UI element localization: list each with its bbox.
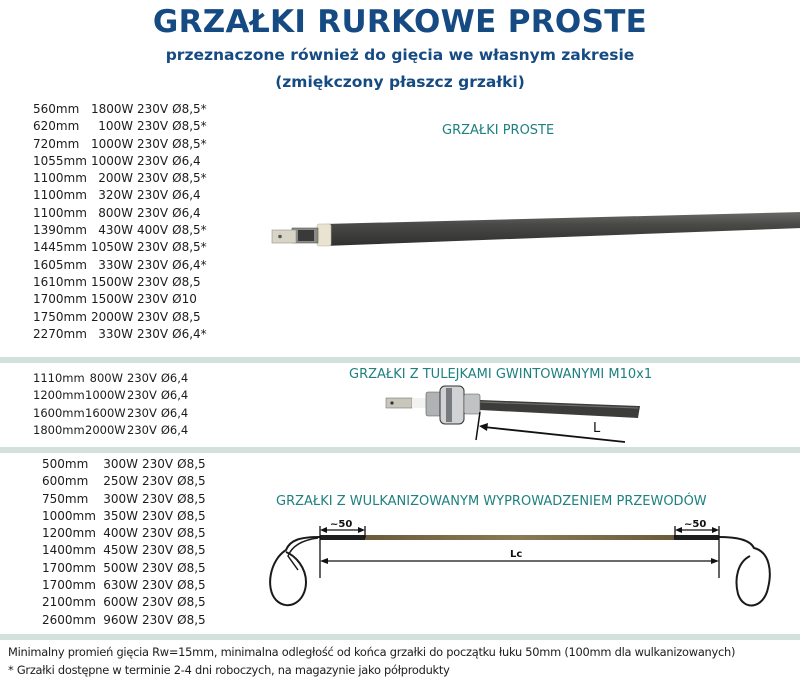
spec-row — [33, 309, 207, 326]
spec-diameter: Ø8,5* — [172, 240, 207, 255]
spec-length: 1100mm — [33, 205, 87, 220]
spec-list-threaded — [33, 370, 188, 439]
spec-power: 2000W — [91, 309, 134, 324]
spec-power: 400W — [103, 526, 138, 541]
spec-diameter: Ø8,5 — [177, 560, 206, 575]
spec-row — [33, 326, 207, 343]
spec-power: 1600W — [85, 405, 126, 420]
spec-row — [33, 118, 207, 135]
threaded-heater-image — [380, 384, 640, 446]
spec-power: 800W — [98, 205, 133, 220]
section-label-vulcanized: GRZAŁKI Z WULKANIZOWANYM WYPROWADZENIEM PRZEWODÓW — [276, 494, 707, 509]
footer-note-availability: * Grzałki dostępne w terminie 2-4 dni roboczych, na magazynie jako półprodukty — [8, 663, 450, 677]
spec-length: 720mm — [33, 136, 80, 151]
spec-power: 1050W — [91, 240, 134, 255]
spec-row — [33, 153, 207, 170]
spec-length: 1700mm — [42, 578, 96, 593]
spec-voltage: 400V — [137, 223, 169, 238]
footer-note-bending: Minimalny promień gięcia Rw=15mm, minimalna odległość od końca grzałki do początku łuku 50mm (100mm dla wulkanizowanych) — [8, 645, 736, 659]
spec-voltage: 230V — [137, 188, 169, 203]
spec-length: 1200mm — [42, 526, 96, 541]
spec-power: 330W — [98, 326, 133, 341]
spec-row — [42, 473, 206, 490]
spec-length: 1700mm — [42, 560, 96, 575]
spec-row — [42, 491, 206, 508]
spec-voltage: 230V — [137, 136, 169, 151]
spec-power: 430W — [98, 223, 133, 238]
spec-length: 600mm — [42, 474, 89, 489]
spec-diameter: Ø6,4 — [160, 422, 189, 437]
spec-voltage: 230V — [142, 491, 174, 506]
spec-voltage: 230V — [127, 405, 157, 420]
spec-list-vulcanized — [42, 456, 206, 629]
spec-row — [42, 577, 206, 594]
spec-row — [33, 257, 207, 274]
spec-voltage: 230V — [137, 326, 169, 341]
spec-voltage: 230V — [137, 153, 169, 168]
spec-diameter: Ø8,5* — [172, 171, 207, 186]
spec-power: 350W — [103, 508, 138, 523]
spec-diameter: Ø8,5 — [177, 526, 206, 541]
spec-length: 1100mm — [33, 188, 87, 203]
spec-diameter: Ø8,5* — [172, 119, 207, 134]
spec-row — [33, 387, 188, 404]
spec-length: 1100mm — [33, 171, 87, 186]
dimension-label-right: ~50 — [684, 519, 707, 530]
spec-length: 1200mm — [33, 388, 85, 403]
spec-voltage: 230V — [142, 474, 174, 489]
spec-row — [33, 274, 207, 291]
spec-length: 1700mm — [33, 292, 87, 307]
spec-row — [42, 612, 206, 629]
spec-diameter: Ø6,4* — [172, 257, 207, 272]
spec-diameter: Ø8,5* — [172, 223, 207, 238]
spec-length: 750mm — [42, 491, 89, 506]
spec-voltage: 230V — [127, 388, 157, 403]
spec-length: 1605mm — [33, 257, 87, 272]
spec-voltage: 230V — [137, 257, 169, 272]
spec-length: 2600mm — [42, 612, 96, 627]
spec-row — [42, 456, 206, 473]
spec-diameter: Ø8,5 — [177, 457, 206, 471]
spec-diameter: Ø8,5 — [172, 274, 201, 289]
spec-voltage: 230V — [142, 560, 174, 575]
spec-power: 1500W — [91, 292, 134, 307]
spec-row — [33, 187, 207, 204]
spec-length: 1800mm — [33, 422, 85, 437]
spec-row — [33, 239, 207, 256]
section-separator — [0, 447, 800, 453]
spec-power: 1000W — [91, 136, 134, 151]
spec-diameter: Ø6,4 — [172, 188, 201, 203]
spec-power: 800W — [89, 371, 123, 385]
spec-length: 1600mm — [33, 405, 85, 420]
spec-diameter: Ø6,4 — [160, 371, 189, 385]
spec-voltage: 230V — [142, 508, 174, 523]
spec-voltage: 230V — [137, 102, 169, 116]
spec-diameter: Ø8,5 — [177, 595, 206, 610]
vulcanized-heater-image — [260, 516, 800, 626]
spec-length: 2270mm — [33, 326, 87, 341]
spec-diameter: Ø8,5* — [172, 136, 207, 151]
section-label-straight: GRZAŁKI PROSTE — [442, 123, 555, 138]
spec-power: 100W — [98, 119, 133, 134]
spec-voltage: 230V — [137, 171, 169, 186]
section-label-threaded: GRZAŁKI Z TULEJKAMI GWINTOWANYMI M10x1 — [349, 367, 653, 382]
spec-voltage: 230V — [142, 457, 174, 471]
spec-power: 500W — [103, 560, 138, 575]
spec-row — [33, 422, 188, 439]
spec-voltage: 230V — [137, 309, 169, 324]
spec-row — [42, 542, 206, 559]
spec-diameter: Ø8,5 — [177, 491, 206, 506]
spec-voltage: 230V — [142, 543, 174, 558]
spec-length: 1110mm — [33, 371, 85, 385]
spec-power: 330W — [98, 257, 133, 272]
spec-length: 1055mm — [33, 153, 87, 168]
spec-voltage: 230V — [137, 274, 169, 289]
spec-row — [42, 560, 206, 577]
spec-row — [33, 222, 207, 239]
spec-power: 2000W — [85, 422, 126, 437]
spec-row — [33, 136, 207, 153]
spec-voltage: 230V — [142, 595, 174, 610]
spec-row — [33, 205, 207, 222]
section-separator — [0, 357, 800, 363]
spec-diameter: Ø8,5 — [177, 578, 206, 593]
spec-diameter: Ø6,4 — [172, 153, 201, 168]
spec-voltage: 230V — [137, 119, 169, 134]
spec-power: 300W — [103, 491, 138, 506]
spec-diameter: Ø8,5 — [177, 612, 206, 627]
spec-voltage: 230V — [137, 292, 169, 307]
spec-diameter: Ø8,5 — [172, 309, 201, 324]
dimension-label-lc: Lc — [510, 549, 523, 560]
spec-power: 630W — [103, 578, 138, 593]
spec-length: 1000mm — [42, 508, 96, 523]
spec-length: 1400mm — [42, 543, 96, 558]
section-separator — [0, 634, 800, 640]
spec-length: 1445mm — [33, 240, 87, 255]
spec-row — [42, 508, 206, 525]
spec-diameter: Ø6,4* — [172, 326, 207, 341]
page-title: GRZAŁKI RURKOWE PROSTE — [152, 4, 648, 40]
spec-voltage: 230V — [142, 526, 174, 541]
spec-voltage: 230V — [137, 205, 169, 220]
spec-power: 320W — [98, 188, 133, 203]
spec-power: 1500W — [91, 274, 134, 289]
spec-row — [42, 594, 206, 611]
spec-length: 1750mm — [33, 309, 87, 324]
spec-voltage: 230V — [142, 612, 174, 627]
page-subtitle: przeznaczone również do gięcia we własnym zakresie — [165, 46, 635, 64]
spec-diameter: Ø8,5 — [177, 543, 206, 558]
spec-length: 620mm — [33, 119, 80, 134]
spec-row — [42, 525, 206, 542]
spec-diameter: Ø6,4 — [172, 205, 201, 220]
straight-heater-image — [262, 212, 800, 272]
spec-row — [33, 291, 207, 308]
dimension-label-left: ~50 — [330, 519, 353, 530]
page-subtitle-note: (zmiękczony płaszcz grzałki) — [275, 73, 525, 91]
spec-length: 2100mm — [42, 595, 96, 610]
spec-power: 450W — [103, 543, 138, 558]
spec-power: 1800W — [91, 102, 134, 116]
spec-power: 250W — [103, 474, 138, 489]
spec-diameter: Ø6,4 — [160, 405, 189, 420]
spec-voltage: 230V — [127, 422, 157, 437]
spec-row — [33, 370, 188, 387]
spec-power: 300W — [103, 457, 138, 471]
spec-diameter: Ø8,5 — [177, 474, 206, 489]
spec-diameter: Ø8,5* — [172, 102, 207, 116]
spec-length: 1390mm — [33, 223, 87, 238]
spec-length: 1610mm — [33, 274, 87, 289]
spec-voltage: 230V — [137, 240, 169, 255]
spec-row — [33, 170, 207, 187]
spec-length: 560mm — [33, 102, 80, 116]
spec-voltage: 230V — [142, 578, 174, 593]
spec-power: 1000W — [85, 388, 126, 403]
spec-row — [33, 101, 207, 118]
spec-diameter: Ø6,4 — [160, 388, 189, 403]
dimension-label-l: L — [593, 421, 601, 436]
spec-power: 600W — [103, 595, 138, 610]
spec-diameter: Ø8,5 — [177, 508, 206, 523]
spec-power: 960W — [103, 612, 138, 627]
spec-power: 200W — [98, 171, 133, 186]
spec-power: 1000W — [91, 153, 134, 168]
spec-diameter: Ø10 — [172, 292, 197, 307]
spec-row — [33, 405, 188, 422]
spec-voltage: 230V — [127, 371, 157, 385]
spec-length: 500mm — [42, 457, 89, 471]
spec-list-straight — [33, 101, 207, 343]
